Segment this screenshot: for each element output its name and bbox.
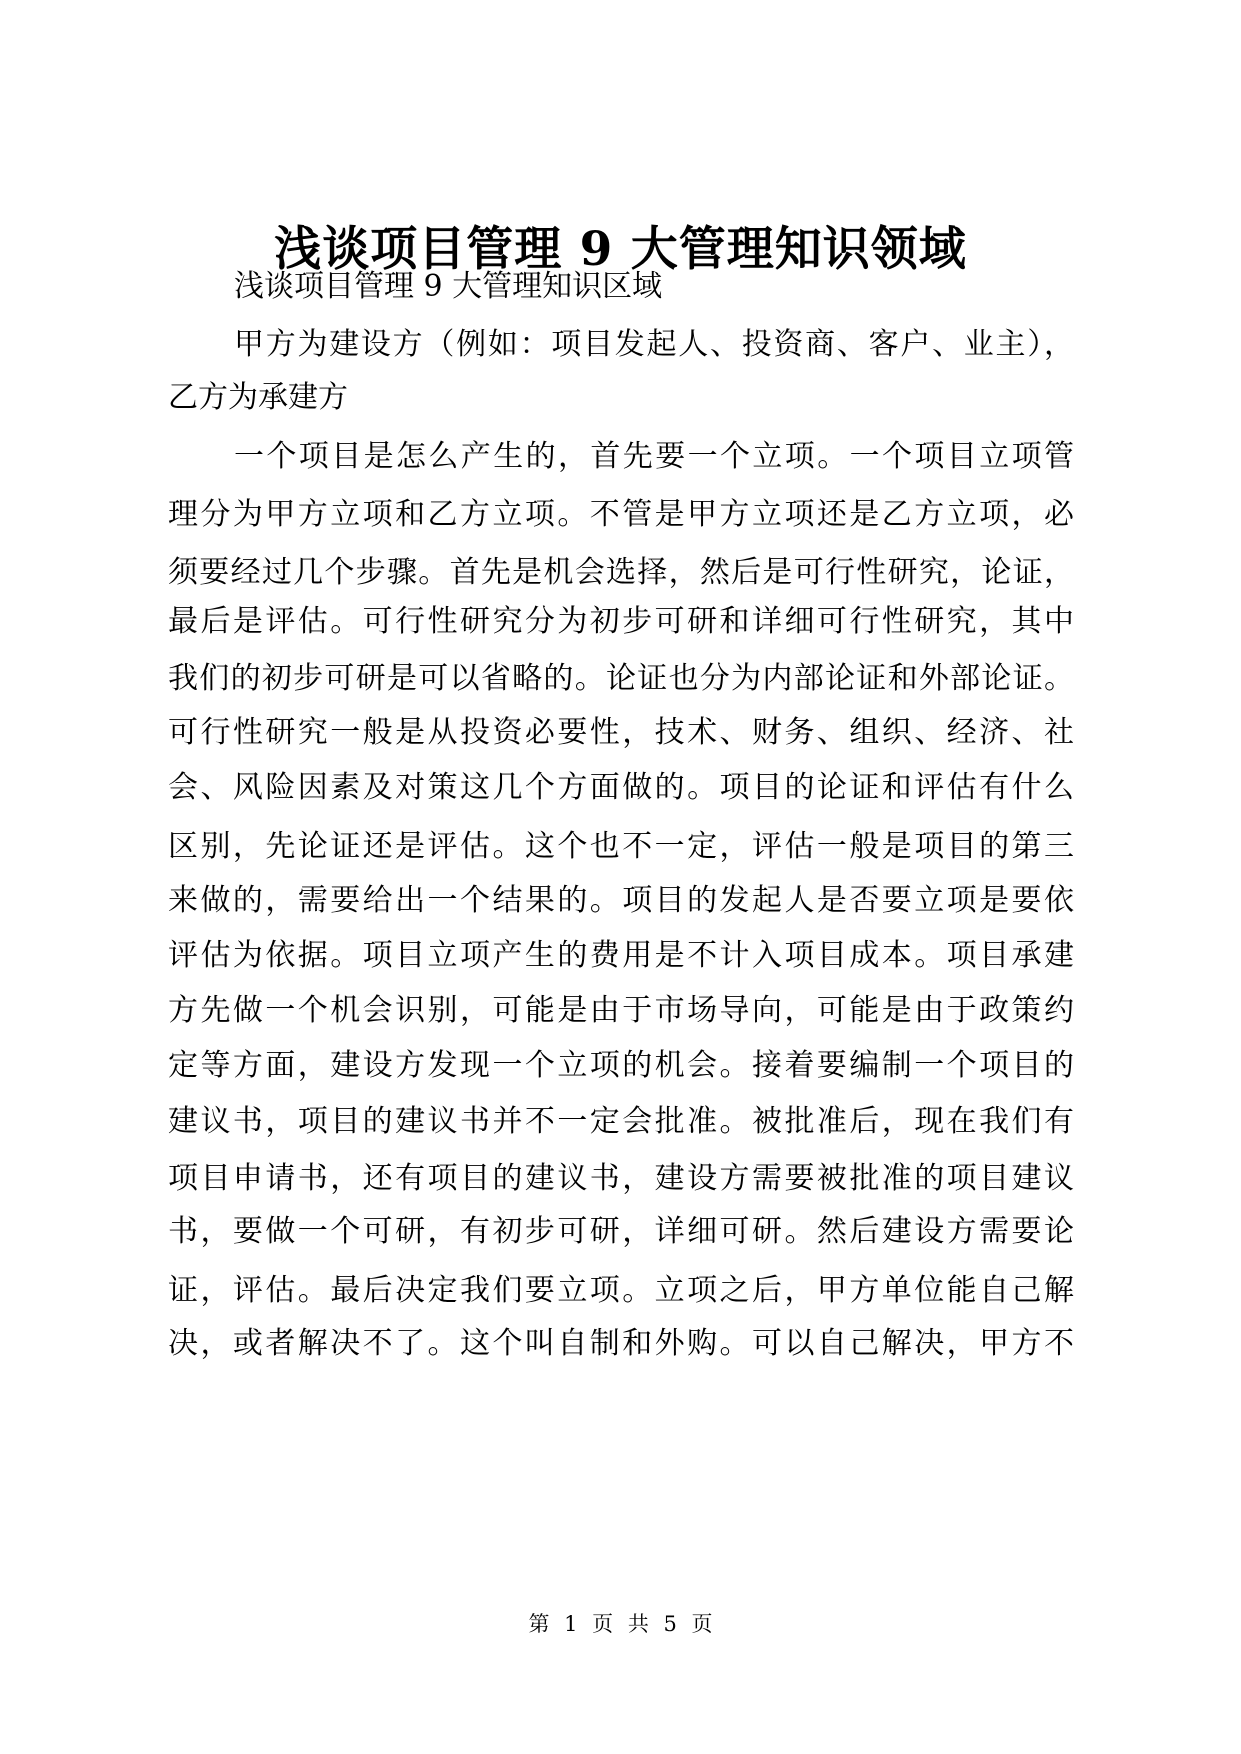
paragraph-line: 证，评估。最后决定我们要立项。立项之后，甲方单位能自己解 — [168, 1273, 1074, 1308]
paragraph-line: 区别，先论证还是评估。这个也不一定，评估一般是项目的第三 — [168, 829, 1074, 864]
paragraph-line: 须要经过几个步骤。首先是机会选择，然后是可行性研究，论证， — [168, 555, 1074, 590]
paragraph-line: 一个项目是怎么产生的，首先要一个立项。一个项目立项管 — [234, 439, 1074, 474]
paragraph-line: 决，或者解决不了。这个叫自制和外购。可以自己解决，甲方不 — [168, 1326, 1074, 1361]
paragraph-line: 定等方面，建设方发现一个立项的机会。接着要编制一个项目的 — [168, 1048, 1074, 1083]
paragraph-line: 我们的初步可研是可以省略的。论证也分为内部论证和外部论证。 — [168, 661, 1074, 696]
paragraph-line: 甲方为建设方（例如：项目发起人、投资商、客户、业主）， — [234, 327, 1074, 362]
paragraph-line: 乙方为承建方 — [168, 380, 348, 415]
paragraph-line: 理分为甲方立项和乙方立项。不管是甲方立项还是乙方立项，必 — [168, 497, 1074, 532]
paragraph-line: 方先做一个机会识别，可能是由于市场导向，可能是由于政策约 — [168, 993, 1074, 1028]
paragraph-line: 可行性研究一般是从投资必要性，技术、财务、组织、经济、社 — [168, 715, 1074, 750]
document-title: 浅谈项目管理 9 大管理知识领域 — [274, 222, 967, 277]
subtitle-line: 浅谈项目管理 9 大管理知识区域 — [234, 269, 663, 304]
paragraph-line: 会、风险因素及对策这几个方面做的。项目的论证和评估有什么 — [168, 770, 1074, 805]
page-footer: 第 1 页 共 5 页 — [528, 1612, 713, 1636]
paragraph-line: 来做的，需要给出一个结果的。项目的发起人是否要立项是要依 — [168, 883, 1074, 918]
paragraph-line: 书，要做一个可研，有初步可研，详细可研。然后建设方需要论 — [168, 1214, 1074, 1249]
paragraph-line: 建议书，项目的建议书并不一定会批准。被批准后，现在我们有 — [168, 1104, 1074, 1139]
paragraph-line: 项目申请书，还有项目的建议书，建设方需要被批准的项目建议 — [168, 1161, 1074, 1196]
paragraph-line: 评估为依据。项目立项产生的费用是不计入项目成本。项目承建 — [168, 938, 1074, 973]
paragraph-line: 最后是评估。可行性研究分为初步可研和详细可行性研究，其中 — [168, 604, 1074, 639]
